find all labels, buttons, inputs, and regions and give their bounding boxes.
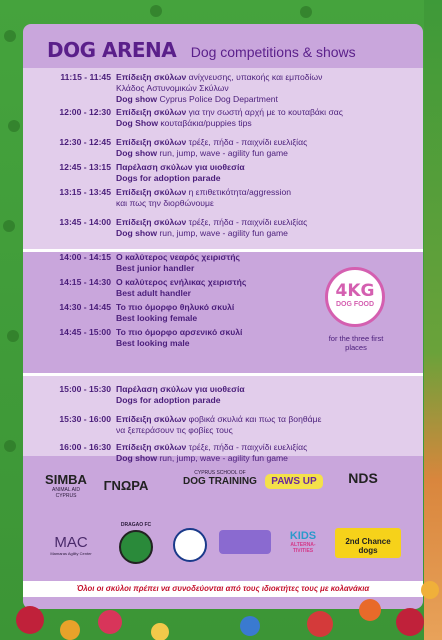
flower-icon bbox=[16, 606, 44, 634]
schedule-time: 14:00 - 14:15 bbox=[59, 252, 111, 262]
pawsup-logo: PAWS UP bbox=[265, 474, 323, 489]
schedule-line bbox=[116, 72, 416, 83]
schedule-text-bold: Dogs for adoption parade bbox=[116, 173, 221, 183]
background-strip bbox=[424, 0, 442, 640]
schedule-time: 13:45 - 14:00 bbox=[59, 217, 111, 227]
simba-logo-sub: ANIMAL AID CYPRUS bbox=[52, 487, 80, 499]
flower-icon bbox=[60, 620, 80, 640]
schedule-text-bold: Dog show bbox=[116, 228, 158, 238]
schedule-time: 12:00 - 12:30 bbox=[59, 107, 111, 117]
schedule-description bbox=[116, 217, 416, 239]
flowers-decoration bbox=[0, 550, 442, 640]
schedule-text: τρέξε, πήδα - παιχνίδι ευελιξίας bbox=[186, 137, 308, 147]
paw-icon bbox=[150, 5, 162, 17]
schedule-text-bold: Το πιο όμορφο αρσενικό σκυλί bbox=[116, 327, 243, 337]
schedule-time: 14:15 - 14:30 bbox=[59, 277, 111, 287]
schedule-time: 15:30 - 16:00 bbox=[59, 414, 111, 424]
schedule-text-bold: Το πιο όμορφο θηλυκό σκυλί bbox=[116, 302, 235, 312]
dogtraining-logo-top: CYPRUS SCHOOL OF bbox=[194, 470, 246, 476]
schedule-line bbox=[116, 217, 416, 228]
schedule-text-bold: Παρέλαση σκύλων για υιοθεσία bbox=[116, 162, 245, 172]
schedule-text: για την σωστή αρχή με το κουταβάκι σας bbox=[186, 107, 343, 117]
schedule-time: 15:00 - 15:30 bbox=[59, 384, 111, 394]
page-subtitle: Dog competitions & shows bbox=[190, 44, 356, 60]
flower-icon bbox=[421, 581, 439, 599]
schedule-text-bold: Επίδειξη σκύλων bbox=[116, 72, 187, 82]
schedule-text-bold: Dog show bbox=[116, 148, 158, 158]
schedule-line bbox=[116, 187, 416, 198]
schedule-line bbox=[116, 107, 416, 118]
schedule-line bbox=[116, 384, 416, 395]
schedule-description bbox=[116, 414, 416, 436]
schedule-line bbox=[116, 425, 416, 436]
flower-icon bbox=[396, 608, 424, 636]
schedule-text: φοβικά σκυλιά και πως τα βοηθάμε bbox=[186, 414, 322, 424]
schedule-text-bold: Dogs for adoption parade bbox=[116, 395, 221, 405]
schedule-line bbox=[116, 162, 416, 173]
schedule-text: run, jump, wave - agility fun game bbox=[157, 453, 288, 463]
schedule-text: Κλάδος Αστυνομικών Σκύλων bbox=[116, 83, 229, 93]
second-chance-dogs-logo: 2nd Chance dogs bbox=[335, 528, 401, 558]
flower-icon bbox=[307, 611, 333, 637]
schedule-line bbox=[116, 198, 416, 209]
paw-icon bbox=[8, 120, 20, 132]
schedule-text: run, jump, wave - agility fun game bbox=[157, 228, 288, 238]
schedule-text-bold: Επίδειξη σκύλων bbox=[116, 217, 187, 227]
prize-amount: 4KG bbox=[335, 281, 375, 301]
schedule-text-bold: Best adult handler bbox=[116, 288, 191, 298]
kids-logo-text: KIDS bbox=[289, 530, 317, 542]
mac-logo-text: MAC bbox=[54, 534, 88, 551]
schedule-line bbox=[116, 83, 416, 94]
prize-badge bbox=[325, 267, 385, 327]
flower-icon bbox=[98, 610, 122, 634]
schedule-time: 12:45 - 13:15 bbox=[59, 162, 111, 172]
schedule-text-bold: Dog show bbox=[116, 453, 158, 463]
schedule-time: 14:45 - 15:00 bbox=[59, 327, 111, 337]
schedule-line bbox=[116, 173, 416, 184]
schedule-text-bold: Dog Show bbox=[116, 118, 159, 128]
schedule-line bbox=[116, 395, 416, 406]
schedule-text: τρέξε, πήδα - παιχνίδι ευελιξίας bbox=[186, 217, 308, 227]
schedule-line bbox=[116, 148, 416, 159]
schedule-text-bold: Επίδειξη σκύλων bbox=[116, 442, 187, 452]
schedule-time: 16:00 - 16:30 bbox=[59, 442, 111, 452]
schedule-text: ανίχνευσης, υπακοής και εμποδίων bbox=[186, 72, 323, 82]
schedule-time: 13:15 - 13:45 bbox=[59, 187, 111, 197]
schedule-text: κουταβάκια/puppies tips bbox=[158, 118, 252, 128]
schedule-card bbox=[23, 24, 423, 609]
schedule-time: 12:30 - 12:45 bbox=[59, 137, 111, 147]
flower-icon bbox=[359, 599, 381, 621]
dogtraining-logo bbox=[165, 470, 275, 487]
paw-icon bbox=[7, 330, 19, 342]
header bbox=[23, 24, 423, 68]
schedule-description bbox=[116, 162, 416, 184]
simba-logo bbox=[41, 472, 91, 499]
mac-logo-sub: Mamaras Agility Center bbox=[50, 551, 92, 556]
schedule-text-bold: Best looking male bbox=[116, 338, 190, 348]
schedule-text-bold: Επίδειξη σκύλων bbox=[116, 187, 187, 197]
paw-icon bbox=[4, 440, 16, 452]
schedule-text-bold: Επίδειξη σκύλων bbox=[116, 107, 187, 117]
dogtraining-logo-text: DOG TRAINING bbox=[183, 476, 257, 487]
dragao-logo-text: DRAGAO FC bbox=[120, 522, 152, 528]
paw-icon bbox=[300, 6, 312, 18]
simba-logo-text: SIMBA bbox=[45, 472, 87, 487]
prize-item: DOG FOOD bbox=[335, 301, 375, 308]
footer-note: Όλοι οι σκύλοι πρέπει να συνοδεύονται από τους ιδιοκτήτες τους με κολανάκια bbox=[23, 581, 423, 597]
schedule-line bbox=[116, 252, 416, 263]
schedule-time: 14:30 - 14:45 bbox=[59, 302, 111, 312]
schedule-text: run, jump, wave - agility fun game bbox=[157, 148, 288, 158]
gnora-logo: ΓΝΩΡΑ bbox=[103, 478, 149, 493]
schedule-line bbox=[116, 414, 416, 425]
schedule-line bbox=[116, 137, 416, 148]
schedule-text-bold: Ο καλύτερος νεαρός χειριστής bbox=[116, 252, 240, 262]
schedule-line bbox=[116, 228, 416, 239]
schedule-description bbox=[116, 384, 416, 406]
schedule-description bbox=[116, 187, 416, 209]
prize-note: for the three first places bbox=[328, 334, 384, 352]
schedule-text: να ξεπεράσουν τις φοβίες τους bbox=[116, 425, 233, 435]
schedule-description bbox=[116, 72, 416, 105]
schedule-text-bold: Παρέλαση σκύλων για υιοθεσία bbox=[116, 384, 245, 394]
schedule-text-bold: Best looking female bbox=[116, 313, 198, 323]
schedule-text: τρέξε, πήδα - παιχνίδι ευελιξίας bbox=[186, 442, 308, 452]
schedule-text: Cyprus Police Dog Department bbox=[157, 94, 278, 104]
divider bbox=[23, 373, 423, 376]
paw-icon bbox=[4, 30, 16, 42]
flower-icon bbox=[151, 623, 169, 640]
schedule-line bbox=[116, 442, 416, 453]
schedule-description bbox=[116, 137, 416, 159]
schedule-text: και πως την διορθώνουμε bbox=[116, 198, 214, 208]
schedule-text-bold: Ο καλύτερος ενήλικας χειριστής bbox=[116, 277, 247, 287]
schedule-text-bold: Dog show bbox=[116, 94, 158, 104]
nds-logo: NDS bbox=[348, 470, 378, 486]
schedule-description bbox=[116, 107, 416, 129]
schedule-line bbox=[116, 118, 416, 129]
schedule-time: 11:15 - 11:45 bbox=[60, 72, 111, 82]
paw-icon bbox=[3, 220, 15, 232]
kids-logo-sub: ALTERNA-TIVITIES bbox=[290, 542, 316, 554]
schedule-line bbox=[116, 94, 416, 105]
schedule-text: η επιθετικότητα/aggression bbox=[186, 187, 292, 197]
page-title: DOG ARENA bbox=[47, 38, 177, 62]
schedule-text-bold: Επίδειξη σκύλων bbox=[116, 137, 187, 147]
flower-icon bbox=[240, 616, 260, 636]
schedule-text-bold: Επίδειξη σκύλων bbox=[116, 414, 187, 424]
schedule-text-bold: Best junior handler bbox=[116, 263, 195, 273]
